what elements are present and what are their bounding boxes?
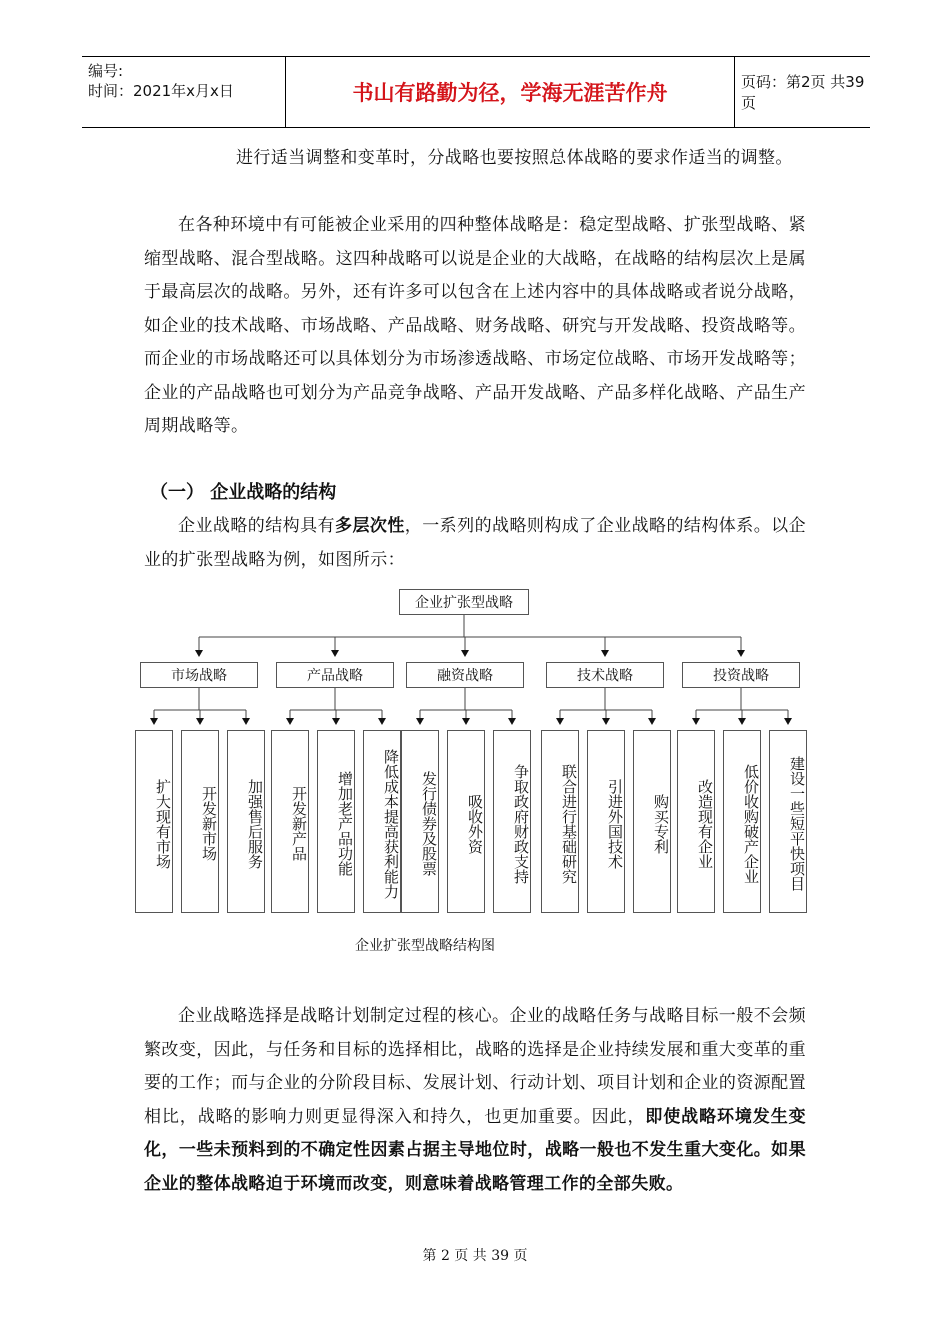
branch-box-4: 技术战略 <box>546 662 664 688</box>
paragraph-continued: 进行适当调整和变革时，分战略也要按照总体战略的要求作适当的调整。 <box>236 148 793 168</box>
leaf-box: 低价收购破产企业 <box>723 730 761 913</box>
leaf-box: 开发新产品 <box>271 730 309 913</box>
leaf-box: 降低成本提高获利能力 <box>363 730 401 913</box>
doc-number-label: 编号: <box>88 62 124 80</box>
leaf-box: 吸收外资 <box>447 730 485 913</box>
leaf-box: 增加老产品功能 <box>317 730 355 913</box>
branch-box-1: 市场战略 <box>140 662 258 688</box>
leaf-box: 建设一些短平快项目 <box>769 730 807 913</box>
paragraph-strategy-choice <box>144 1000 806 1201</box>
paragraph-structure-text-c: ，一系列的战略则构成了企业战略的结构体系。以企业的扩张型战略为例，如图所示： <box>144 516 806 570</box>
paragraph-choice-text: 企业战略选择是战略计划制定过程的核心。企业的战略任务与战略目标一般不会频繁改变，因此，与任务和目标的选择相比，战略的选择是企业持续发展和重大变革的重要的工作；而与企业的分阶段目标、发展计划、行动计划、项目计划和企业的资源配置相比，战略的影响力则更显得深入和持久，也更加重要。因此， <box>144 1006 806 1127</box>
section-heading: （一） 企业战略的结构 <box>150 482 337 503</box>
page-footer: 第 2 页 共 39 页 <box>422 1248 528 1264</box>
leaf-box: 改造现有企业 <box>677 730 715 913</box>
paragraph-structure-text-a: 企业战略的结构具有 <box>178 516 336 536</box>
leaf-box: 加强售后服务 <box>227 730 265 913</box>
leaf-box: 扩大现有市场 <box>135 730 173 913</box>
leaf-box: 发行债券及股票 <box>401 730 439 913</box>
root-box: 企业扩张型战略 <box>399 589 529 615</box>
branch-box-3: 融资战略 <box>406 662 524 688</box>
leaf-box: 争取政府财政支持 <box>493 730 531 913</box>
leaf-box: 购买专利 <box>633 730 671 913</box>
header-page-info: 页码：第2页 共39页 <box>741 73 865 112</box>
bold-multilevel: 多层次性 <box>335 516 405 536</box>
bold-conclusion: 即使战略环境发生变化，一些未预料到的不确定性因素占据主导地位时，战略一般也不发生重大变化。如果企业的整体战略迫于环境而改变，则意味着战略管理工作的全部失败。 <box>144 1106 807 1194</box>
branch-box-5: 投资战略 <box>682 662 800 688</box>
paragraph-four-strategies: 在各种环境中有可能被企业采用的四种整体战略是：稳定型战略、扩张型战略、紧缩型战略、混合型战略。这四种战略可以说是企业的大战略，在战略的结构层次上是属于最高层次的战略。另外，还有许多可以包含在上述内容中的具体战略或者说分战略，如企业的技术战略、市场战略、产品战略、财务战略、研究与开发战略、投资战略等。而企业的市场战略还可以具体划分为市场渗透战略、市场定位战略、市场开发战略等；企业的产品战略也可划分为产品竞争战略、产品开发战略、产品多样化战略、产品生产周期战略等。 <box>144 215 806 436</box>
header-motto: 书山有路勤为径，学海无涯苦作舟 <box>285 57 735 127</box>
diagram-caption: 企业扩张型战略结构图 <box>355 938 495 954</box>
leaf-box: 联合进行基础研究 <box>541 730 579 913</box>
doc-time: 时间：2021年x月x日 <box>88 82 234 100</box>
branch-box-2: 产品战略 <box>276 662 394 688</box>
leaf-box: 开发新市场 <box>181 730 219 913</box>
leaf-box: 引进外国技术 <box>587 730 625 913</box>
